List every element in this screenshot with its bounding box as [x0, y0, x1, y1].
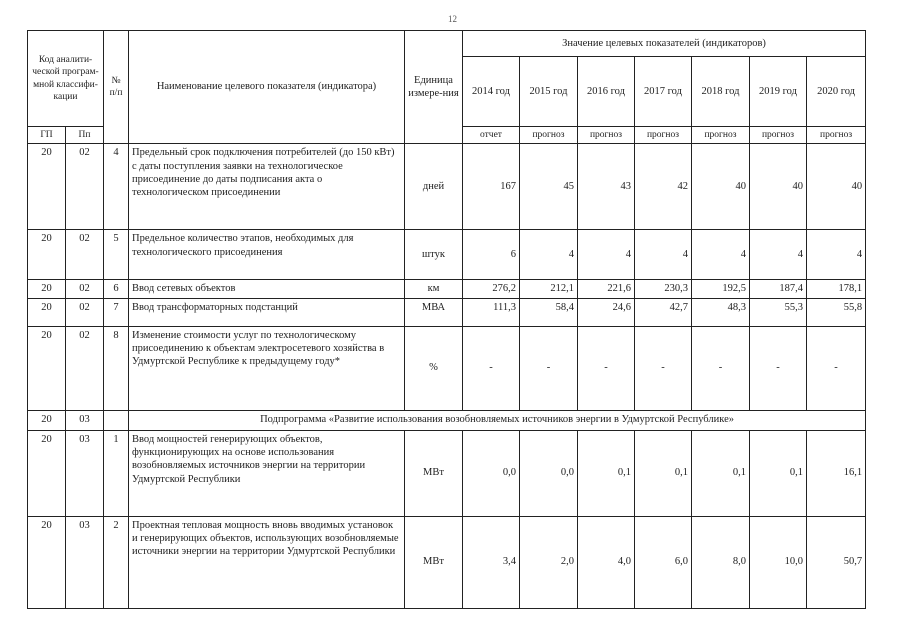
- header-kind: прогноз: [635, 127, 692, 144]
- header-year: 2016 год: [578, 57, 635, 127]
- header-year: 2019 год: [750, 57, 807, 127]
- cell-value: 55,8: [807, 298, 866, 326]
- cell-value: 4: [807, 230, 866, 280]
- cell-value: 0,0: [463, 430, 520, 516]
- cell-gp: 20: [28, 230, 66, 280]
- table-row: [28, 298, 866, 326]
- cell-num: 1: [104, 430, 129, 516]
- cell-value: 3,4: [463, 516, 520, 608]
- cell-value: -: [692, 326, 750, 410]
- cell-value: 50,7: [807, 516, 866, 608]
- cell-indicator-name: Предельный срок подключения потребителей (до 150 кВт) с даты поступления заявки на технологическое присоединение до даты подписания акта о технологическом присоединении: [129, 144, 405, 230]
- cell-value: 221,6: [578, 280, 635, 298]
- cell-value: 0,1: [692, 430, 750, 516]
- cell-unit: км: [405, 280, 463, 298]
- cell-value: 4: [635, 230, 692, 280]
- cell-unit: дней: [405, 144, 463, 230]
- cell-value: 4: [750, 230, 807, 280]
- cell-value: 42,7: [635, 298, 692, 326]
- cell-value: 212,1: [520, 280, 578, 298]
- cell-value: 40: [807, 144, 866, 230]
- page-number: 12: [448, 14, 457, 24]
- cell-num-empty: [104, 410, 129, 430]
- cell-value: 48,3: [692, 298, 750, 326]
- cell-indicator-name: Предельное количество этапов, необходимых для технологического присоединения: [129, 230, 405, 280]
- cell-pp: 03: [66, 516, 104, 608]
- cell-indicator-name: Изменение стоимости услуг по технологическому присоединению к объектам электросетевого хозяйства в Удмуртской Республике к предыдущему году*: [129, 326, 405, 410]
- cell-value: 40: [750, 144, 807, 230]
- header-pp: Пп: [66, 127, 104, 144]
- cell-value: 2,0: [520, 516, 578, 608]
- cell-value: 42: [635, 144, 692, 230]
- cell-indicator-name: Ввод мощностей генерирующих объектов, функционирующих на основе использования возобновляемых источников энергии на территории Удмуртской Республики: [129, 430, 405, 516]
- cell-value: 192,5: [692, 280, 750, 298]
- cell-value: 24,6: [578, 298, 635, 326]
- cell-gp: 20: [28, 144, 66, 230]
- cell-value: 4: [520, 230, 578, 280]
- cell-unit: %: [405, 326, 463, 410]
- cell-num: 5: [104, 230, 129, 280]
- cell-value: -: [578, 326, 635, 410]
- cell-value: 16,1: [807, 430, 866, 516]
- header-kind: отчет: [463, 127, 520, 144]
- header-kind: прогноз: [520, 127, 578, 144]
- cell-value: -: [807, 326, 866, 410]
- cell-value: 40: [692, 144, 750, 230]
- table-row: [28, 230, 866, 280]
- header-code-group: Код аналити-ческой програм-мной классифи-кации: [28, 31, 104, 127]
- table-row: [28, 280, 866, 298]
- table-row: [28, 516, 866, 608]
- table-row: [28, 326, 866, 410]
- subprogram-row: [28, 410, 866, 430]
- cell-gp: 20: [28, 280, 66, 298]
- cell-value: -: [750, 326, 807, 410]
- cell-pp: 02: [66, 298, 104, 326]
- header-num: № п/п: [104, 31, 129, 144]
- cell-indicator-name: Проектная тепловая мощность вновь вводимых установок и генерирующих объектов, использующих возобновляемые источники энергии на территории Удмуртской Республики: [129, 516, 405, 608]
- cell-value: 58,4: [520, 298, 578, 326]
- header-year: 2020 год: [807, 57, 866, 127]
- header-kind: прогноз: [807, 127, 866, 144]
- cell-value: 55,3: [750, 298, 807, 326]
- cell-value: 178,1: [807, 280, 866, 298]
- cell-value: 0,0: [520, 430, 578, 516]
- cell-value: 0,1: [578, 430, 635, 516]
- cell-pp: 03: [66, 410, 104, 430]
- cell-unit: МВт: [405, 430, 463, 516]
- cell-gp: 20: [28, 430, 66, 516]
- cell-unit: МВА: [405, 298, 463, 326]
- header-year: 2014 год: [463, 57, 520, 127]
- cell-indicator-name: Ввод сетевых объектов: [129, 280, 405, 298]
- cell-value: 187,4: [750, 280, 807, 298]
- header-kind: прогноз: [578, 127, 635, 144]
- cell-num: 4: [104, 144, 129, 230]
- cell-gp: 20: [28, 298, 66, 326]
- cell-value: 167: [463, 144, 520, 230]
- cell-num: 7: [104, 298, 129, 326]
- header-indicator-name: Наименование целевого показателя (индикатора): [129, 31, 405, 144]
- header-year: 2015 год: [520, 57, 578, 127]
- cell-value: 8,0: [692, 516, 750, 608]
- cell-unit: МВт: [405, 516, 463, 608]
- header-unit: Единица измере-ния: [405, 31, 463, 144]
- cell-indicator-name: Ввод трансформаторных подстанций: [129, 298, 405, 326]
- cell-value: -: [463, 326, 520, 410]
- cell-value: 4: [578, 230, 635, 280]
- header-kind: прогноз: [750, 127, 807, 144]
- cell-num: 2: [104, 516, 129, 608]
- subprogram-title: Подпрограмма «Развитие использования возобновляемых источников энергии в Удмуртской Республике»: [129, 410, 866, 430]
- cell-value: 4,0: [578, 516, 635, 608]
- cell-unit: штук: [405, 230, 463, 280]
- cell-value: 0,1: [635, 430, 692, 516]
- cell-pp: 02: [66, 144, 104, 230]
- header-kind: прогноз: [692, 127, 750, 144]
- table-row: [28, 430, 866, 516]
- cell-value: 10,0: [750, 516, 807, 608]
- cell-gp: 20: [28, 410, 66, 430]
- cell-num: 8: [104, 326, 129, 410]
- header-gp: ГП: [28, 127, 66, 144]
- cell-value: 0,1: [750, 430, 807, 516]
- cell-gp: 20: [28, 516, 66, 608]
- cell-value: 111,3: [463, 298, 520, 326]
- cell-value: 6: [463, 230, 520, 280]
- cell-value: 6,0: [635, 516, 692, 608]
- cell-value: 276,2: [463, 280, 520, 298]
- header-year: 2018 год: [692, 57, 750, 127]
- indicators-table: [27, 30, 866, 609]
- cell-pp: 02: [66, 326, 104, 410]
- cell-gp: 20: [28, 326, 66, 410]
- table-row: [28, 144, 866, 230]
- cell-value: -: [635, 326, 692, 410]
- cell-num: 6: [104, 280, 129, 298]
- cell-value: 45: [520, 144, 578, 230]
- cell-value: 230,3: [635, 280, 692, 298]
- cell-value: -: [520, 326, 578, 410]
- cell-pp: 02: [66, 280, 104, 298]
- header-year: 2017 год: [635, 57, 692, 127]
- cell-value: 43: [578, 144, 635, 230]
- cell-value: 4: [692, 230, 750, 280]
- cell-pp: 03: [66, 430, 104, 516]
- header-values-group: Значение целевых показателей (индикаторов): [463, 31, 866, 57]
- cell-pp: 02: [66, 230, 104, 280]
